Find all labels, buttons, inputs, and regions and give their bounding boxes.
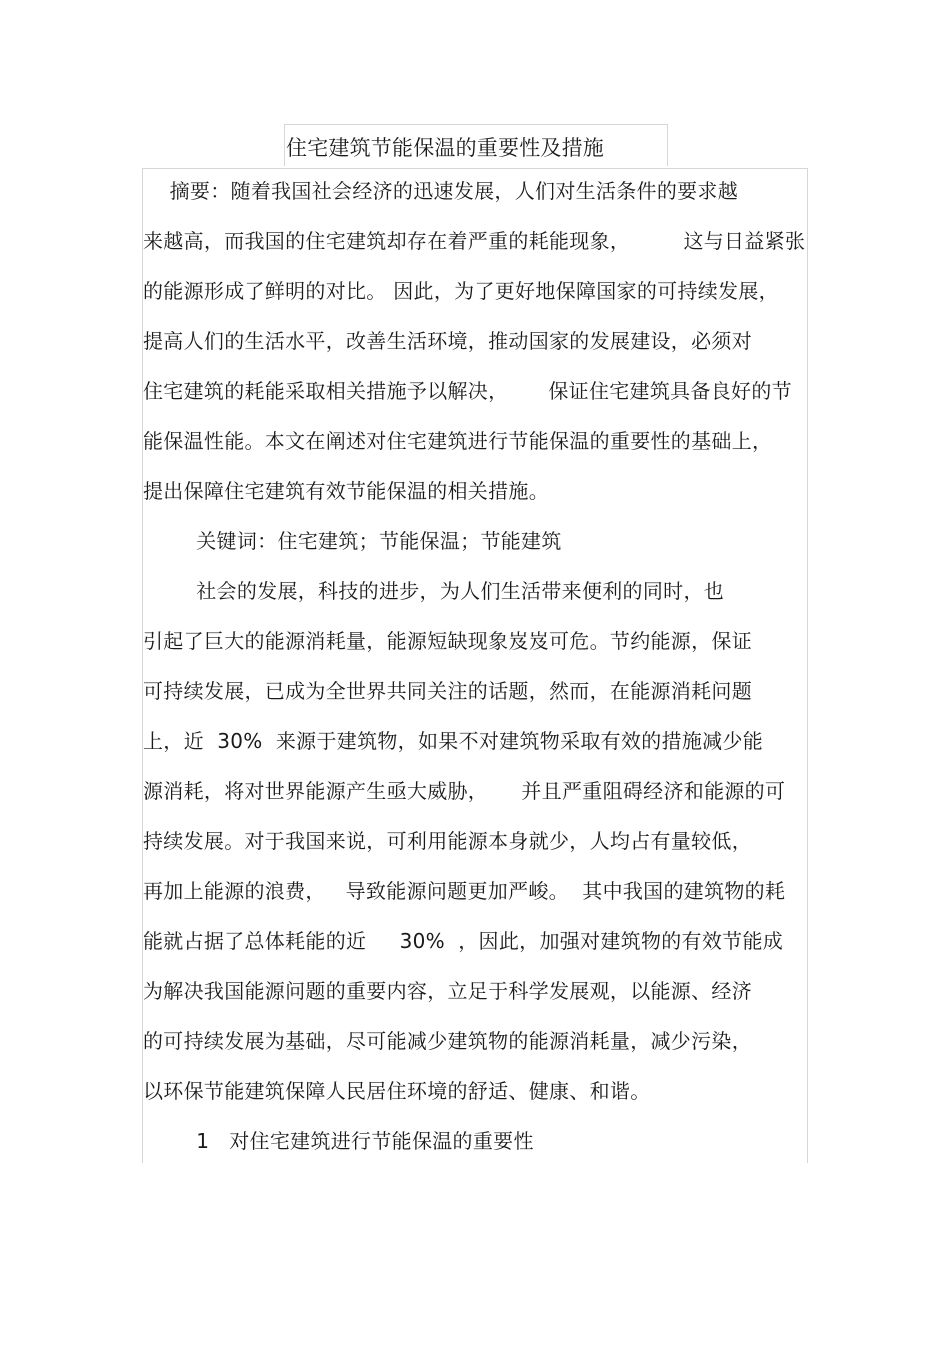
paragraph-line: 社会的发展，科技的进步，为人们生活带来便利的同时，也: [143, 579, 725, 603]
paragraph-line: 引起了巨大的能源消耗量，能源短缺现象岌岌可危。节约能源，保证: [143, 629, 752, 653]
paragraph-line: 提出保障住宅建筑有效节能保温的相关措施。: [143, 479, 549, 503]
paragraph-line: 以环保节能建筑保障人民居住环境的舒适、健康、和谐。: [143, 1079, 651, 1103]
keywords-line: 关键词：住宅建筑；节能保温；节能建筑: [143, 529, 562, 553]
paragraph-line: 持续发展。对于我国来说，可利用能源本身就少，人均占有量较低，: [143, 829, 752, 853]
paragraph-line: 可持续发展，已成为全世界共同关注的话题，然而，在能源消耗问题: [143, 679, 752, 703]
paragraph-line: 为解决我国能源问题的重要内容，立足于科学发展观，以能源、经济: [143, 979, 752, 1003]
paragraph-line: 来越高，而我国的住宅建筑却存在着严重的耗能现象， 这与日益紧张: [143, 229, 806, 253]
paragraph-line: 住宅建筑的耗能采取相关措施予以解决， 保证住宅建筑具备良好的节: [143, 379, 792, 403]
paragraph-line: 摘要：随着我国社会经济的迅速发展，人们对生活条件的要求越: [143, 179, 739, 203]
page-title: 住宅建筑节能保温的重要性及措施: [286, 136, 604, 160]
body-frame: [142, 168, 808, 1163]
paragraph-line: 源消耗，将对世界能源产生亟大威胁， 并且严重阻碍经济和能源的可: [143, 779, 786, 803]
paragraph-line: 提高人们的生活水平，改善生活环境，推动国家的发展建设，必须对: [143, 329, 752, 353]
paragraph-line: 再加上能源的浪费， 导致能源问题更加严峻。 其中我国的建筑物的耗: [143, 879, 786, 903]
paragraph-line: 的可持续发展为基础，尽可能减少建筑物的能源消耗量，减少污染，: [143, 1029, 752, 1053]
paragraph-line: 能就占据了总体耗能的近 30% ，因此，加强对建筑物的有效节能成: [143, 929, 784, 953]
paragraph-line: 上，近 30% 来源于建筑物，如果不对建筑物采取有效的措施减少能: [143, 729, 764, 753]
title-box: [284, 124, 668, 166]
section-heading: 1 对住宅建筑进行节能保温的重要性: [143, 1129, 534, 1153]
paragraph-line: 能保温性能。本文在阐述对住宅建筑进行节能保温的重要性的基础上，: [143, 429, 773, 453]
paragraph-line: 的能源形成了鲜明的对比。 因此，为了更好地保障国家的可持续发展，: [143, 279, 779, 303]
